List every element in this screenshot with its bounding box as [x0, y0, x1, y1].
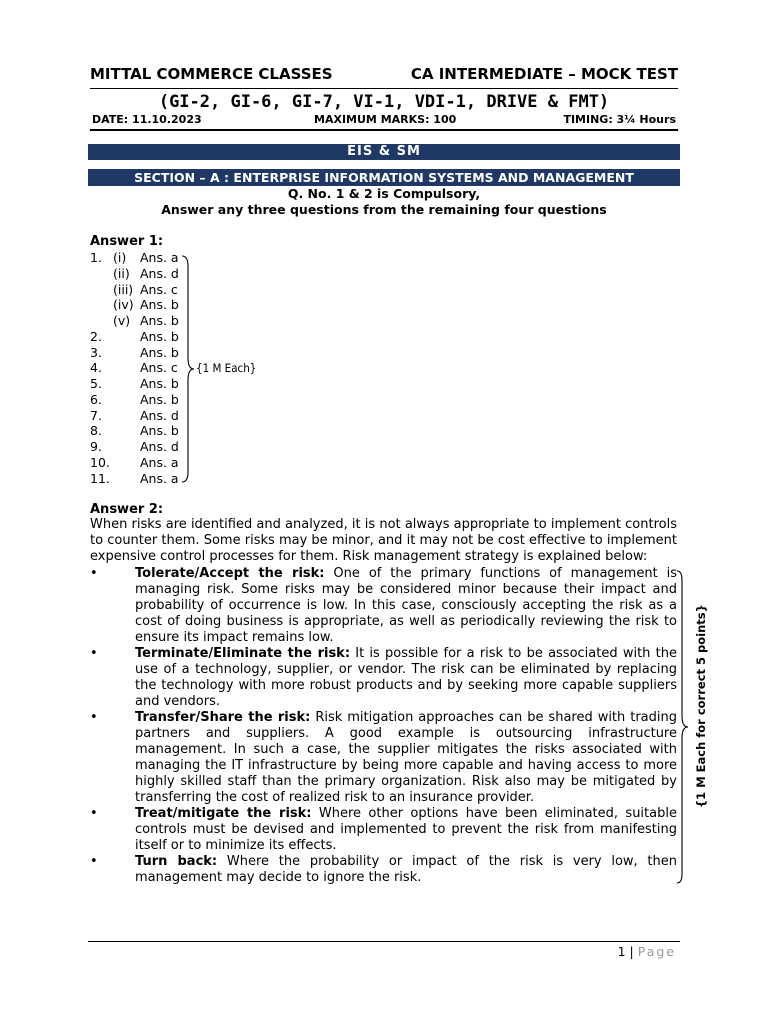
bullet-title: Terminate/Eliminate the risk:	[135, 646, 351, 661]
answer-row	[90, 282, 180, 298]
answer-option: Ans. b	[140, 344, 179, 360]
question-number: 2.	[90, 328, 102, 344]
bullet-text: Where the probability or impact of the risk is very low, then management may decide to ignore the risk.	[135, 854, 678, 885]
exam-info-box	[90, 88, 678, 131]
bullet-text: It is possible for a risk to be associated with the use of a technology, supplier, or vendor. The risk can be eliminated by replacing the technology with more robust products and by seeking more capable suppliers and vendors.	[135, 646, 677, 709]
answer-option: Ans. d	[140, 407, 179, 423]
bullet-title: Tolerate/Accept the risk:	[135, 566, 325, 581]
answer-option: Ans. b	[140, 376, 179, 391]
answer-row	[90, 250, 180, 266]
page-word: Page	[637, 944, 676, 959]
bullet-title: Transfer/Share the risk:	[135, 710, 311, 725]
sub-question: (iv)	[113, 297, 134, 313]
answer-option: Ans. a	[140, 454, 179, 470]
answer-2-brace	[676, 568, 690, 886]
answer-option: Ans. c	[140, 281, 178, 297]
sub-question: (i)	[113, 250, 127, 265]
bullet-icon: •	[90, 646, 98, 661]
answer-row	[90, 408, 180, 424]
sub-question: (iii)	[113, 281, 134, 297]
question-number: 5.	[90, 376, 102, 391]
bullet-icon: •	[90, 710, 98, 725]
bullet-icon: •	[90, 566, 98, 581]
section-band: SECTION – A : ENTERPRISE INFORMATION SYSTEMS AND MANAGEMENT	[88, 169, 680, 186]
bullet-title: Turn back:	[135, 854, 218, 869]
question-number: 1.	[90, 250, 102, 265]
answer-1-brace	[180, 252, 196, 486]
footer-rule	[88, 941, 680, 942]
answer-1-heading: Answer 1:	[90, 234, 164, 249]
test-title: CA INTERMEDIATE – MOCK TEST	[410, 65, 678, 83]
answer-2-heading: Answer 2:	[90, 502, 164, 517]
answer-row	[90, 266, 180, 282]
answer-option: Ans. a	[140, 470, 179, 486]
bullet-title: Treat/mitigate the risk:	[135, 806, 312, 821]
batch-groups: (GI-2, GI-6, GI-7, VI-1, VDI-1, DRIVE & FMT)	[158, 92, 610, 112]
sub-question: (ii)	[113, 265, 130, 281]
page-number	[618, 944, 676, 959]
bullet-text: Risk mitigation approaches can be shared with trading partners and suppliers. A good example is outsourcing infrastructure management. In such a case, the supplier mitigates the risks associated with managing the IT infrastructure by being more capable and having access to more highly skilled staff than the primary organization. Risk also may be mitigated by transferring the cost of realized risk to an insurance provider.	[135, 710, 678, 805]
page-separator: |	[629, 944, 634, 959]
answer-row	[90, 392, 180, 408]
answer-2-intro: When risks are identified and analyzed, it is not always appropriate to implement controls to counter them. Some risks may be minor, and it may not be cost effective to implement expensive control processes for them. Risk management strategy is explained below:	[90, 517, 677, 564]
question-number: 8.	[90, 423, 102, 439]
answer-option: Ans. b	[140, 328, 179, 344]
question-number: 6.	[90, 391, 102, 407]
answer-row	[90, 455, 180, 471]
bullet-text: Where other options have been eliminated, suitable controls must be devised and implemented to prevent the risk from manifesting itself or to minimize its effects.	[135, 806, 677, 853]
page-header	[90, 63, 680, 85]
page-number-value: 1	[617, 944, 626, 959]
answer-option: Ans. b	[140, 313, 179, 328]
answer-row	[90, 313, 180, 329]
instruction-line-2: Answer any three questions from the remaining four questions	[161, 202, 607, 217]
question-number: 11.	[90, 470, 110, 486]
instruction-line-1: Q. No. 1 & 2 is Compulsory,	[287, 186, 481, 201]
answer-option: Ans. d	[140, 439, 179, 454]
answer-row	[90, 471, 180, 487]
maximum-marks: MAXIMUM MARKS: 100	[314, 113, 457, 126]
institute-name: MITTAL COMMERCE CLASSES	[90, 65, 333, 83]
answer-1-marks-note: {1 M Each}	[196, 361, 257, 375]
answer-option: Ans. b	[140, 423, 179, 439]
bullet-text: One of the primary functions of management is managing risk. Some risks may be considered minor because their impact and probability of occurrence is low. In this case, consciously accepting the risk as a cost of doing business is appropriate, as well as periodically reviewing the risk to ensure its impact remains low.	[135, 566, 677, 645]
subject-band: EIS & SM	[88, 144, 680, 160]
answer-row	[90, 439, 180, 455]
bullet-icon: •	[90, 806, 98, 821]
answer-row	[90, 376, 180, 392]
answer-row	[90, 360, 180, 376]
answer-option: Ans. b	[140, 297, 179, 313]
exam-date: DATE: 11.10.2023	[92, 113, 202, 126]
question-number: 9.	[90, 439, 102, 454]
question-number: 10.	[90, 454, 110, 470]
answer-option: Ans. c	[140, 360, 178, 376]
answer-row	[90, 329, 180, 345]
question-number: 3.	[90, 344, 102, 360]
answer-option: Ans. b	[140, 391, 179, 407]
answer-2-marks-note: {1 M Each for correct 5 points}	[694, 604, 708, 808]
bullet-icon: •	[90, 854, 98, 869]
question-number: 7.	[90, 407, 102, 423]
exam-timing: TIMING: 3¼ Hours	[563, 113, 676, 126]
answer-row	[90, 423, 180, 439]
sub-question: (v)	[113, 313, 131, 328]
answer-row	[90, 297, 180, 313]
question-number: 4.	[90, 360, 102, 376]
answer-option: Ans. d	[140, 265, 179, 281]
answer-option: Ans. a	[140, 250, 179, 265]
answer-row	[90, 345, 180, 361]
